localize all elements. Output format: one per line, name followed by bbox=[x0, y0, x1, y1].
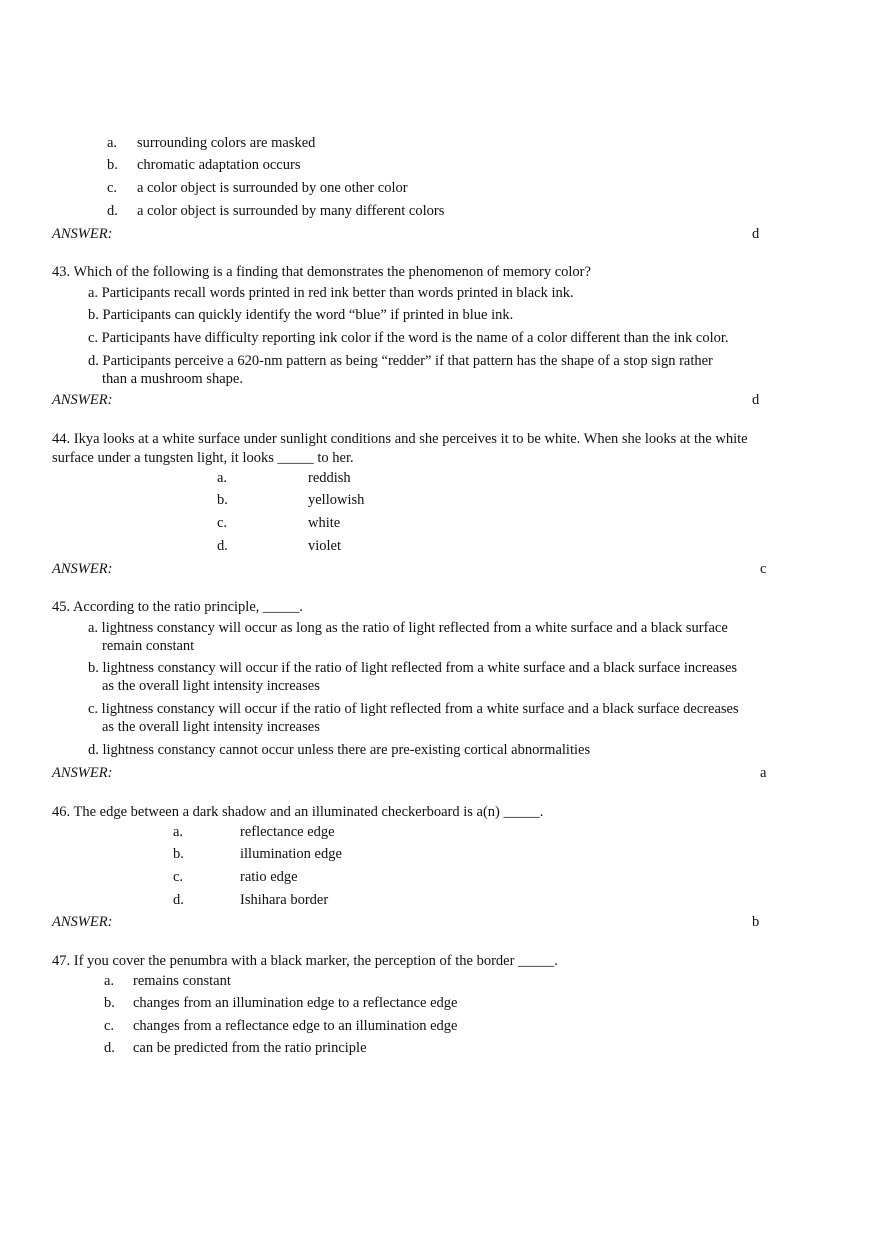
q42-option-d-text: a color object is surrounded by many different colors bbox=[137, 203, 445, 219]
q43-option-d-cont: than a mushroom shape. bbox=[102, 371, 243, 387]
q46-option-b-text: illumination edge bbox=[240, 846, 342, 862]
q43-option-a: a. Participants recall words printed in red ink better than words printed in black ink. bbox=[88, 285, 574, 301]
q47-option-d-letter: d. bbox=[104, 1040, 115, 1056]
q45-option-a-line1: a. lightness constancy will occur as long as the ratio of light reflected from a white surface and a black surface bbox=[88, 620, 728, 636]
q46-stem: 46. The edge between a dark shadow and an illuminated checkerboard is a(n) _____. bbox=[52, 804, 544, 820]
q44-option-d-letter: d. bbox=[217, 538, 228, 554]
q45-option-a-line2: remain constant bbox=[102, 638, 195, 654]
q44-option-a-text: reddish bbox=[308, 470, 351, 486]
q46-option-a-letter: a. bbox=[173, 824, 184, 840]
q47-stem: 47. If you cover the penumbra with a black marker, the perception of the border _____. bbox=[52, 953, 558, 969]
q42-option-d-letter: d. bbox=[107, 203, 118, 219]
q45-stem: 45. According to the ratio principle, _____. bbox=[52, 599, 303, 615]
q43-stem: 43. Which of the following is a finding that demonstrates the phenomenon of memory color? bbox=[52, 264, 591, 280]
q46-option-a-text: reflectance edge bbox=[240, 824, 335, 840]
q43-answer-label: ANSWER: bbox=[52, 392, 113, 408]
q45-option-d: d. lightness constancy cannot occur unless there are pre-existing cortical abnormalities bbox=[88, 742, 591, 758]
q44-option-b-text: yellowish bbox=[308, 492, 365, 508]
q43-answer-value: d bbox=[752, 392, 760, 408]
q45-option-b-line1: b. lightness constancy will occur if the ratio of light reflected from a white surface and a black surface increases bbox=[88, 660, 738, 676]
q47-option-c-text: changes from a reflectance edge to an illumination edge bbox=[133, 1018, 458, 1034]
q47-option-a-text: remains constant bbox=[133, 973, 231, 989]
q42-option-b-text: chromatic adaptation occurs bbox=[137, 157, 301, 173]
q42-option-a-text: surrounding colors are masked bbox=[137, 135, 316, 151]
q47-option-d-text: can be predicted from the ratio principle bbox=[133, 1040, 367, 1056]
q44-answer-value: c bbox=[760, 561, 767, 577]
q45-answer-label: ANSWER: bbox=[52, 765, 113, 781]
q46-option-c-letter: c. bbox=[173, 869, 184, 885]
q46-option-b-letter: b. bbox=[173, 846, 184, 862]
q44-stem-line1: 44. Ikya looks at a white surface under sunlight conditions and she perceives it to be white. When she looks at the white bbox=[52, 431, 748, 447]
q45-option-c-line2: as the overall light intensity increases bbox=[102, 719, 320, 735]
q47-option-b-letter: b. bbox=[104, 995, 115, 1011]
q42-option-c-letter: c. bbox=[107, 180, 118, 196]
q43-option-b: b. Participants can quickly identify the word “blue” if printed in blue ink. bbox=[88, 307, 514, 323]
q45-option-b-line2: as the overall light intensity increases bbox=[102, 678, 320, 694]
q45-answer-value: a bbox=[760, 765, 767, 781]
q44-option-c-letter: c. bbox=[217, 515, 228, 531]
q42-answer-value: d bbox=[752, 226, 760, 242]
q43-option-d: d. Participants perceive a 620-nm pattern as being “redder” if that pattern has the shape of a stop sign rather bbox=[88, 353, 713, 369]
q47-option-c-letter: c. bbox=[104, 1018, 115, 1034]
q42-answer-label: ANSWER: bbox=[52, 226, 113, 242]
q46-option-d-text: Ishihara border bbox=[240, 892, 329, 908]
q46-option-d-letter: d. bbox=[173, 892, 184, 908]
q44-option-a-letter: a. bbox=[217, 470, 228, 486]
q45-option-c-line1: c. lightness constancy will occur if the ratio of light reflected from a white surface and a black surface decreases bbox=[88, 701, 739, 717]
q42-option-c-text: a color object is surrounded by one other color bbox=[137, 180, 408, 196]
q42-option-a-letter: a. bbox=[107, 135, 118, 151]
q42-option-b-letter: b. bbox=[107, 157, 118, 173]
q47-option-b-text: changes from an illumination edge to a reflectance edge bbox=[133, 995, 458, 1011]
q44-option-c-text: white bbox=[308, 515, 341, 531]
q46-option-c-text: ratio edge bbox=[240, 869, 298, 885]
q44-answer-label: ANSWER: bbox=[52, 561, 113, 577]
q47-option-a-letter: a. bbox=[104, 973, 115, 989]
q46-answer-label: ANSWER: bbox=[52, 914, 113, 930]
q46-answer-value: b bbox=[752, 914, 760, 930]
q44-option-b-letter: b. bbox=[217, 492, 228, 508]
q44-option-d-text: violet bbox=[308, 538, 342, 554]
q44-stem-line2: surface under a tungsten light, it looks _____ to her. bbox=[52, 450, 354, 466]
q43-option-c: c. Participants have difficulty reporting ink color if the word is the name of a color different than the ink color. bbox=[88, 330, 729, 346]
